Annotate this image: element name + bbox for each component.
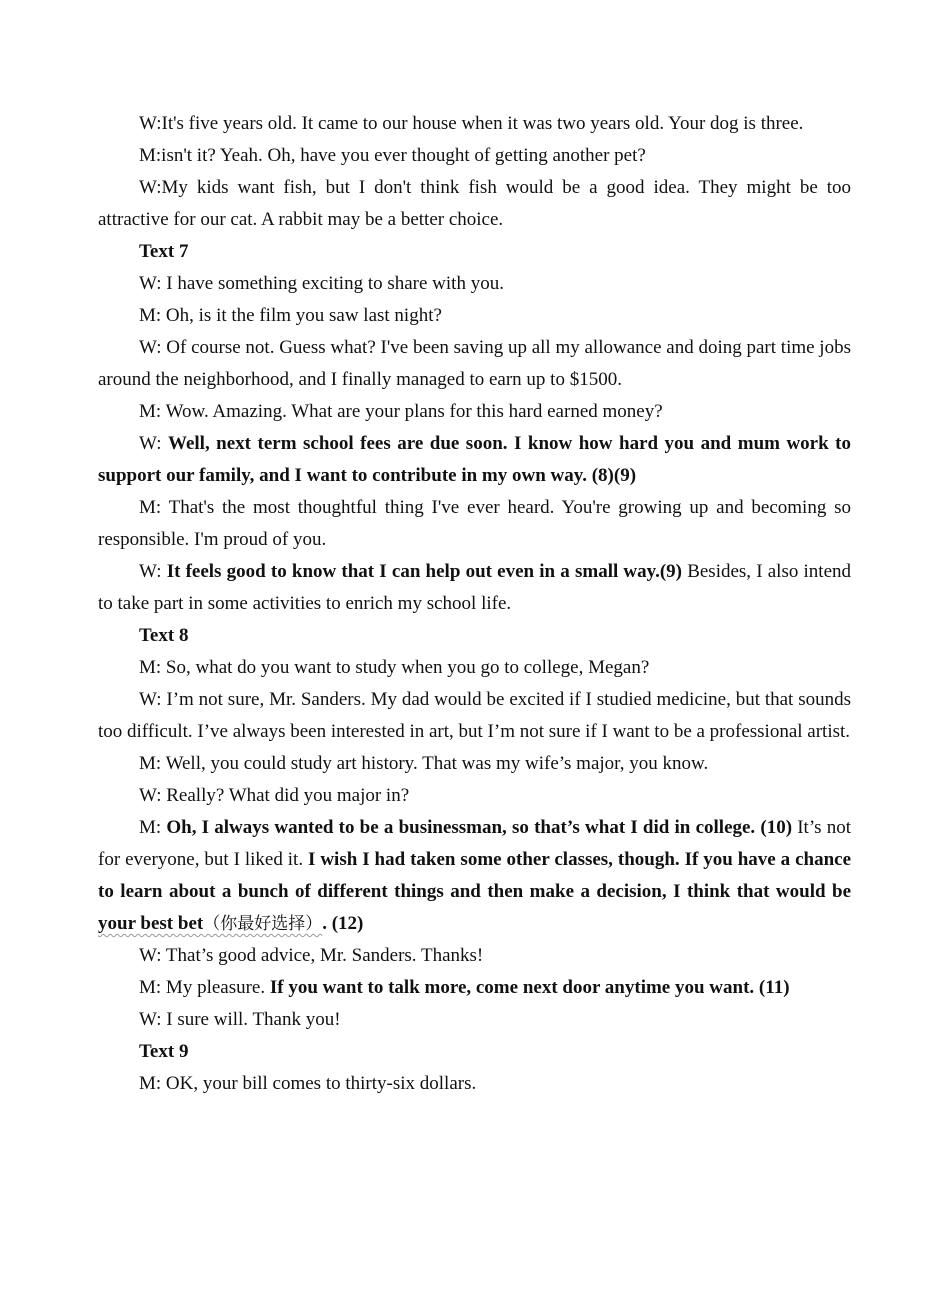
key-sentence: If you want to talk more, come next door anytime you want. (11) — [269, 977, 790, 998]
dialogue-line: W: I have something exciting to share with you. — [139, 273, 504, 294]
key-sentence: Oh, I always wanted to be a businessman, so that’s what I did in college. (10) — [166, 817, 793, 838]
dialogue-line: M: So, what do you want to study when you go to college, Megan? — [139, 657, 650, 678]
annotated-phrase: your best bet — [98, 913, 204, 934]
dialogue-line: W:My kids want fish, but I don't think fish would be a good idea. They might be too attractive for our cat. A rabbit may be a better choice. — [98, 177, 851, 230]
dialogue-line: M: Wow. Amazing. What are your plans for this hard earned money? — [139, 401, 663, 422]
dialogue-line: M: Well, you could study art history. That was my wife’s major, you know. — [139, 753, 709, 774]
chinese-gloss: （你最好选择） — [203, 914, 323, 934]
dialogue-line: W: I’m not sure, Mr. Sanders. My dad would be excited if I studied medicine, but that sounds too difficult. I’ve always been interested in art, but I’m not sure if I want to be a professional artist. — [98, 689, 851, 742]
speaker-label: W: — [139, 433, 168, 454]
speaker-label: W: — [139, 561, 167, 582]
dialogue-line: M: OK, your bill comes to thirty-six dollars. — [139, 1073, 477, 1094]
key-sentence: Well, next term school fees are due soon. I know how hard you and mum work to support our family, and I want to contribute in my own way. (8)(9) — [98, 433, 851, 486]
dialogue-line: W: Really? What did you major in? — [139, 785, 410, 806]
dialogue-text: Besides, I also intend to take part in some activities to enrich my school life. — [98, 561, 852, 614]
dialogue-line — [98, 428, 851, 492]
dialogue-line: M:isn't it? Yeah. Oh, have you ever thought of getting another pet? — [139, 145, 646, 166]
dialogue-line: W: Of course not. Guess what? I've been saving up all my allowance and doing part time jobs around the neighborhood, and I finally managed to earn up to $1500. — [98, 337, 851, 390]
transcript-page — [98, 108, 851, 1100]
dialogue-line: M: That's the most thoughtful thing I've ever heard. You're growing up and becoming so responsible. I'm proud of you. — [98, 497, 851, 550]
dialogue-text: It’s not for everyone, but I liked it. — [98, 817, 851, 870]
question-reference: . (12) — [322, 913, 364, 934]
section-heading-text-8: Text 8 — [139, 625, 189, 646]
speaker-label: M: — [139, 817, 167, 838]
dialogue-line: W:It's five years old. It came to our house when it was two years old. Your dog is three. — [139, 113, 804, 134]
key-sentence: I wish I had taken some other classes, though. If you have a chance to learn about a bunch of different things and then make a decision, I think that would be — [98, 849, 851, 902]
dialogue-line: W: That’s good advice, Mr. Sanders. Thanks! — [139, 945, 484, 966]
key-sentence: It feels good to know that I can help out even in a small way.(9) — [166, 561, 683, 582]
dialogue-line: M: Oh, is it the film you saw last night? — [139, 305, 442, 326]
section-heading-text-7: Text 7 — [139, 241, 189, 262]
dialogue-line — [98, 556, 851, 620]
dialogue-line — [98, 812, 851, 940]
section-heading-text-9: Text 9 — [139, 1041, 189, 1062]
speaker-label: M: My pleasure. — [139, 977, 270, 998]
dialogue-line — [98, 972, 851, 1004]
dialogue-line: W: I sure will. Thank you! — [139, 1009, 341, 1030]
